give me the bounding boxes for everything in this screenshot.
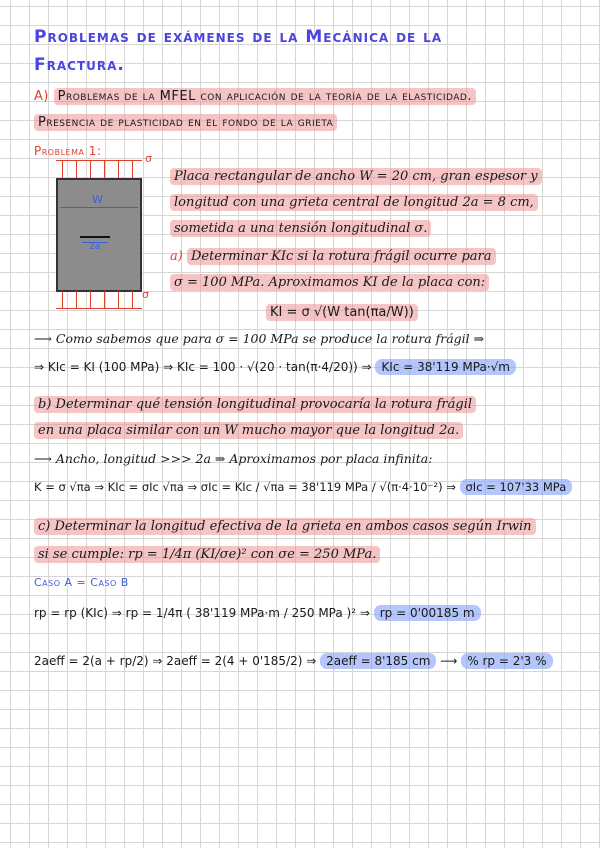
- result-aeff: 2aeff = 8'185 cm: [320, 653, 436, 669]
- result-a: KIc = 38'119 MPa·√m: [375, 359, 516, 375]
- part-c-line1-wrap: [34, 518, 536, 536]
- part-c-line2-wrap: [34, 546, 380, 564]
- statement-line-1: Placa rectangular de ancho W = 20 cm, gran espesor y: [170, 168, 542, 185]
- part-a-line-1: Determinar KIc si la rotura frágil ocurre para: [187, 248, 496, 265]
- stress-arrow-bottom: [104, 291, 105, 309]
- calc-a: [34, 358, 516, 376]
- calc-a-text: ⇒ KIc = KI (100 MPa) ⇒ KIc = 100 · √(20 · tan(π·4/20)) ⇒: [34, 360, 372, 374]
- stress-arrow-bottom: [62, 291, 63, 309]
- calc-aeff-text: 2aeff = 2(a + rp/2) ⇒ 2aeff = 2(4 + 0'185/2) ⇒: [34, 654, 317, 668]
- calc-rp: [34, 604, 481, 622]
- formula-ki: KI = σ √(W tan(πa/W)): [266, 304, 418, 321]
- section-a-label: A): [34, 89, 49, 104]
- line-arrow1: ⟶ Como sabemos que para σ = 100 MPa se produce la rotura frágil ⇒: [34, 331, 485, 346]
- width-dimension-line: [60, 207, 138, 208]
- line-b-arrow: ⟶ Ancho, longitud >>> 2a ⇒ Aproximamos por placa infinita:: [34, 451, 433, 466]
- stress-bar-top: [56, 160, 142, 161]
- part-a: [170, 248, 496, 266]
- part-c-line-2: si se cumple: rp = 1/4π (KI/σe)² con σe = 250 MPa.: [34, 546, 380, 563]
- calc-aeff: [34, 652, 553, 670]
- width-label: W: [92, 193, 103, 206]
- stress-arrow-top: [118, 160, 119, 178]
- stress-arrow-top: [90, 160, 91, 178]
- section-a-text2: Presencia de plasticidad en el fondo de la grieta: [34, 114, 337, 131]
- statement-line-3: sometida a una tensión longitudinal σ.: [170, 220, 431, 237]
- section-a: [34, 88, 476, 106]
- arrow-glyph: ⟶: [440, 654, 458, 668]
- stress-arrow-top: [132, 160, 133, 178]
- page-title-line2: Fractura.: [34, 55, 125, 75]
- section-a-text2-wrap: [34, 114, 337, 132]
- part-a-label: a): [170, 249, 183, 264]
- part-b-line-2: en una placa similar con un W mucho mayor que la longitud 2a.: [34, 422, 463, 439]
- stress-arrow-bottom: [76, 291, 77, 309]
- result-b: σIc = 107'33 MPa: [460, 479, 573, 495]
- statement-line: [170, 220, 431, 238]
- sigma-top-label: σ: [145, 152, 152, 165]
- statement-line: [170, 168, 542, 186]
- stress-arrow-top: [62, 160, 63, 178]
- calc-b: [34, 478, 572, 496]
- statement-line: [170, 194, 538, 212]
- stress-arrow-top: [76, 160, 77, 178]
- result-rp: rp = 0'00185 m: [374, 605, 481, 621]
- calc-rp-text: rp = rp (KIc) ⇒ rp = 1/4π ( 38'119 MPa·m / 250 MPa )² ⇒: [34, 606, 370, 620]
- result-pct: % rp = 2'3 %: [461, 653, 552, 669]
- part-a-line2-wrap: [170, 274, 489, 292]
- stress-bar-bottom: [56, 308, 142, 309]
- stress-arrow-bottom: [118, 291, 119, 309]
- part-b-line-1: b) Determinar qué tensión longitudinal provocaría la rotura frágil: [34, 396, 476, 413]
- part-b-line1-wrap: [34, 396, 476, 414]
- page-title-line1: Problemas de exámenes de la Mecánica de la: [34, 27, 443, 47]
- part-b-line2-wrap: [34, 422, 463, 440]
- crack-label: 2a: [89, 242, 101, 252]
- calc-b-text: K = σ √πa ⇒ KIc = σIc √πa ⇒ σIc = KIc / √πa = 38'119 MPa / √(π·4·10⁻²) ⇒: [34, 480, 456, 494]
- crack-line: [80, 236, 110, 238]
- sigma-bottom-label: σ: [142, 288, 149, 301]
- part-c-line-1: c) Determinar la longitud efectiva de la grieta en ambos casos según Irwin: [34, 518, 536, 535]
- stress-arrow-bottom: [132, 291, 133, 309]
- stress-arrow-top: [104, 160, 105, 178]
- statement-line-2: longitud con una grieta central de longitud 2a = 8 cm,: [170, 194, 538, 211]
- part-a-line-2: σ = 100 MPa. Aproximamos KI de la placa con:: [170, 274, 489, 291]
- formula-ki-wrap: [266, 304, 418, 322]
- section-a-text: Problemas de la MFEL con aplicación de la teoría de la elasticidad.: [54, 88, 476, 105]
- stress-arrow-bottom: [90, 291, 91, 309]
- problem-label: Problema 1:: [34, 144, 102, 158]
- caso-label: Caso A = Caso B: [34, 576, 129, 589]
